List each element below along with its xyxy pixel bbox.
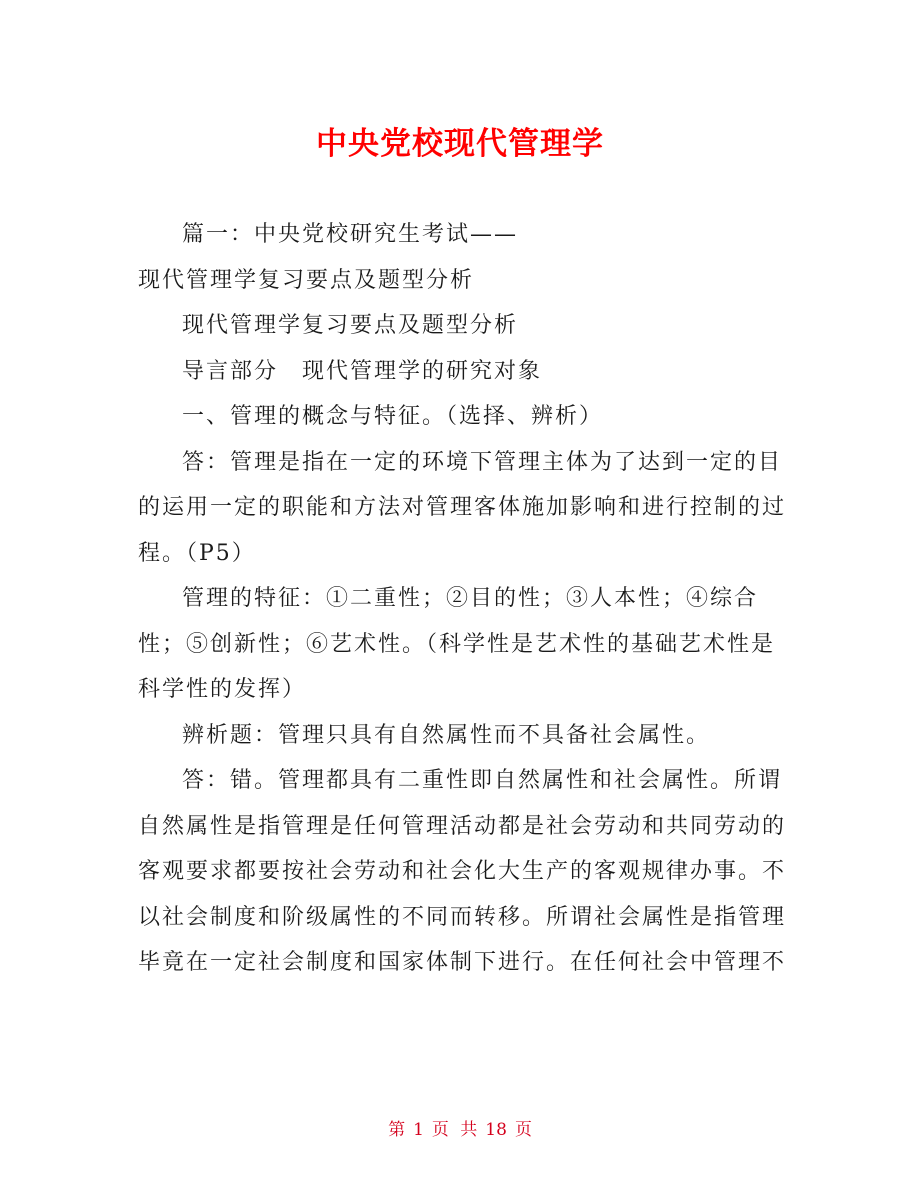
paragraph-8: 辨析题：管理只具有自然属性而不具备社会属性。 bbox=[182, 722, 711, 748]
document-title: 中央党校现代管理学 bbox=[316, 126, 604, 162]
paragraph-2: 现代管理学复习要点及题型分析 bbox=[138, 267, 475, 293]
paragraph-1: 篇一：中央党校研究生考试—— bbox=[182, 222, 519, 247]
footer-suffix: 页 bbox=[514, 1120, 532, 1140]
footer-current-page: 1 bbox=[413, 1120, 424, 1140]
page-footer bbox=[0, 1115, 920, 1140]
paragraph-6: 答：管理是指在一定的环境下管理主体为了达到一定的目的运用一定的职能和方法对管理客体施加影响和进行控制的过程。（P5） bbox=[138, 449, 787, 566]
footer-prefix: 第 bbox=[388, 1120, 406, 1140]
paragraph-5: 一、管理的概念与特征。（选择、辨析） bbox=[182, 404, 604, 429]
footer-total-pages: 18 bbox=[485, 1120, 507, 1140]
paragraph-9: 答：错。管理都具有二重性即自然属性和社会属性。所谓自然属性是指管理是任何管理活动都是社会劳动和共同劳动的客观要求都要按社会劳动和社会化大生产的客观规律办事。不以社会制度和阶级属性的不同而转移。所谓社会属性是指管理毕竟在一定社会制度和国家体制下进行。在任何社会中管理不 bbox=[138, 768, 787, 975]
document-body bbox=[138, 212, 788, 986]
paragraph-7: 管理的特征：①二重性；②目的性；③人本性；④综合性；⑤创新性；⑥艺术性。（科学性是艺术性的基础艺术性是科学性的发挥） bbox=[138, 586, 776, 702]
footer-middle: 页 共 bbox=[431, 1120, 478, 1140]
paragraph-4: 导言部分 现代管理学的研究对象 bbox=[182, 358, 543, 384]
paragraph-3: 现代管理学复习要点及题型分析 bbox=[182, 313, 519, 338]
